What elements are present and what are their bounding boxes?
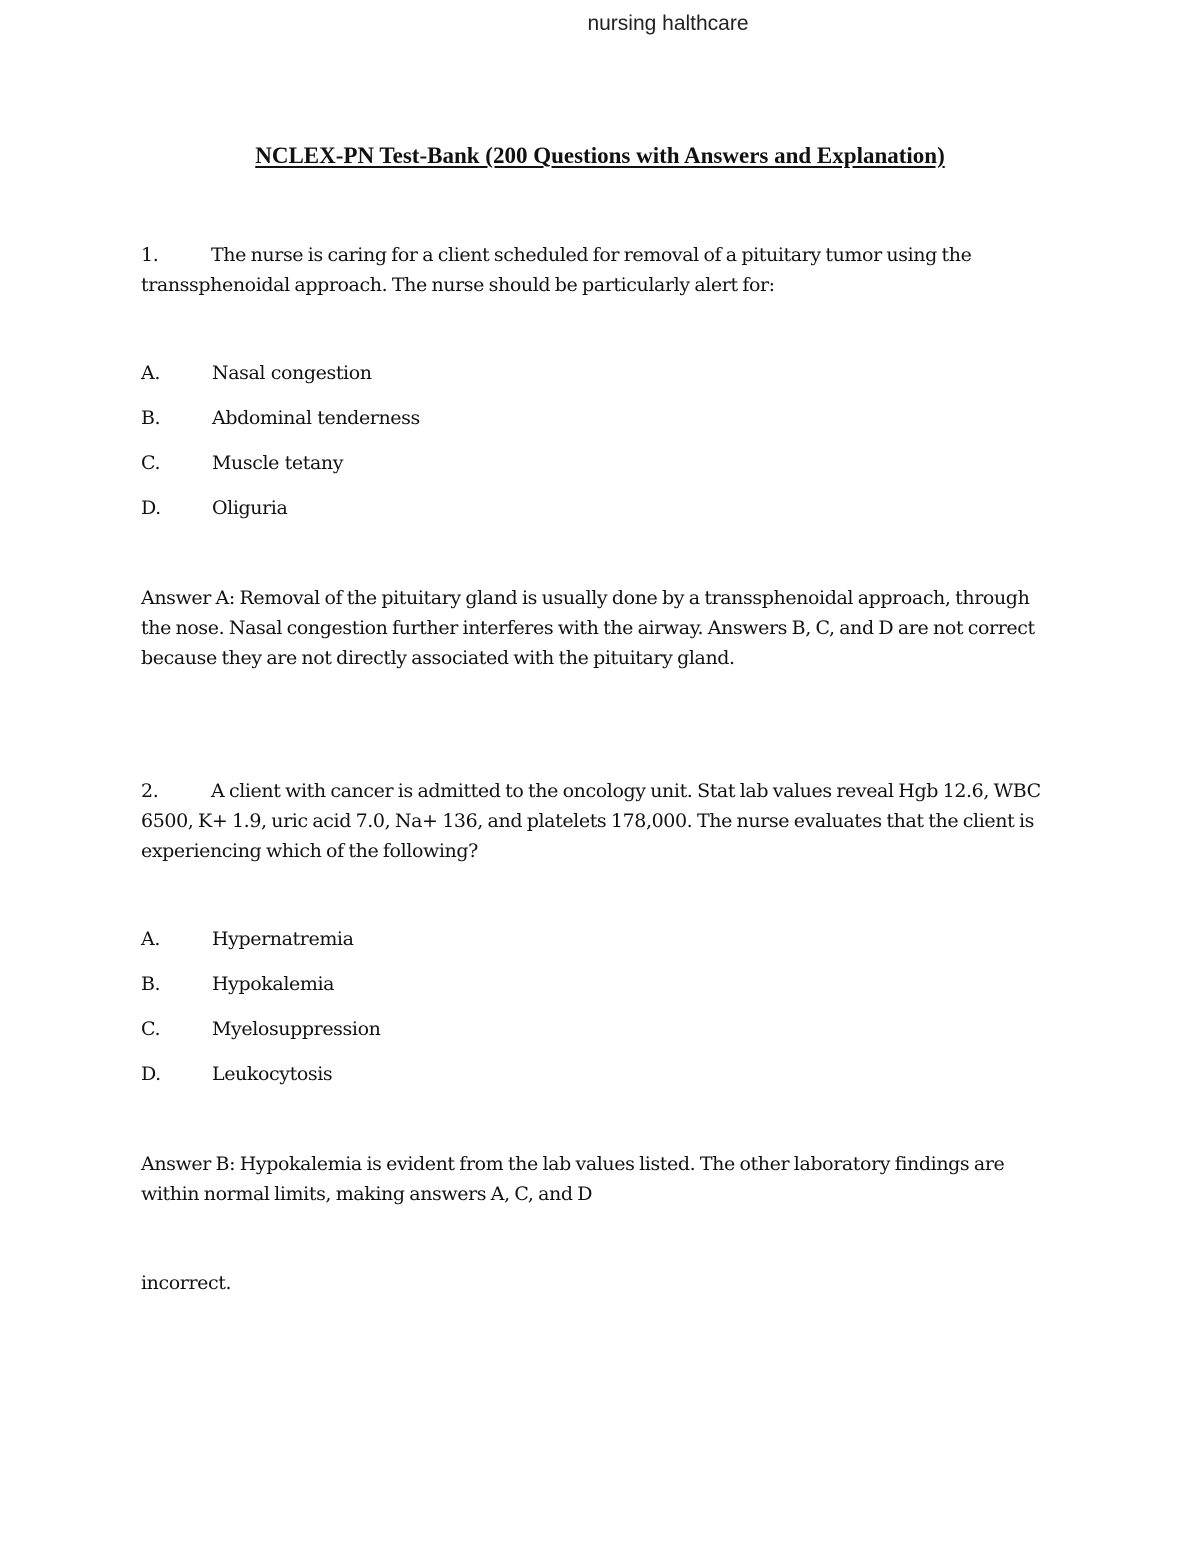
question-2	[141, 776, 1046, 866]
option-letter: D.	[141, 1063, 161, 1085]
question-1-option-c	[141, 448, 343, 478]
option-text: Abdominal tenderness	[212, 407, 420, 429]
question-text: The nurse is caring for a client scheduled for removal of a pituitary tumor using the transsphenoidal approach. The nurse should be particularly alert for:	[141, 244, 972, 296]
question-1	[141, 240, 1046, 300]
question-1-answer: Answer A: Removal of the pituitary gland is usually done by a transsphenoidal approach, through the nose. Nasal congestion further interferes with the airway. Answers B, C, and D are not correct because they are not directly associated with the pituitary gland.	[141, 587, 1035, 669]
page-header: nursing halthcare	[587, 12, 749, 35]
question-1-option-b	[141, 403, 420, 433]
option-text: Oliguria	[212, 497, 288, 519]
option-letter: A.	[141, 928, 160, 950]
option-text: Hypokalemia	[212, 973, 335, 995]
option-letter: B.	[141, 407, 161, 429]
option-text: Hypernatremia	[212, 928, 354, 950]
option-text: Myelosuppression	[212, 1018, 381, 1040]
question-2-option-d	[141, 1059, 332, 1089]
question-number: 2.	[141, 780, 159, 802]
option-text: Nasal congestion	[212, 362, 372, 384]
question-2-option-c	[141, 1014, 380, 1044]
question-2-option-b	[141, 969, 334, 999]
option-letter: B.	[141, 973, 161, 995]
option-text: Leukocytosis	[212, 1063, 333, 1085]
question-number: 1.	[141, 244, 159, 266]
question-2-answer-continued: incorrect.	[141, 1272, 232, 1294]
option-text: Muscle tetany	[212, 452, 344, 474]
option-letter: C.	[141, 1018, 161, 1040]
question-text: A client with cancer is admitted to the oncology unit. Stat lab values reveal Hgb 12.6, WBC 6500, K+ 1.9, uric acid 7.0, Na+ 136, and platelets 178,000. The nurse evaluates that the client is experiencing which of the following?	[141, 780, 1041, 862]
question-1-option-d	[141, 493, 287, 523]
question-1-option-a	[141, 358, 372, 388]
option-letter: C.	[141, 452, 161, 474]
option-letter: D.	[141, 497, 161, 519]
question-2-option-a	[141, 924, 354, 954]
question-2-answer: Answer B: Hypokalemia is evident from the lab values listed. The other laboratory findings are within normal limits, making answers A, C, and D	[141, 1153, 1005, 1205]
document-title: NCLEX-PN Test-Bank (200 Questions with Answers and Explanation)	[255, 143, 945, 168]
option-letter: A.	[141, 362, 160, 384]
